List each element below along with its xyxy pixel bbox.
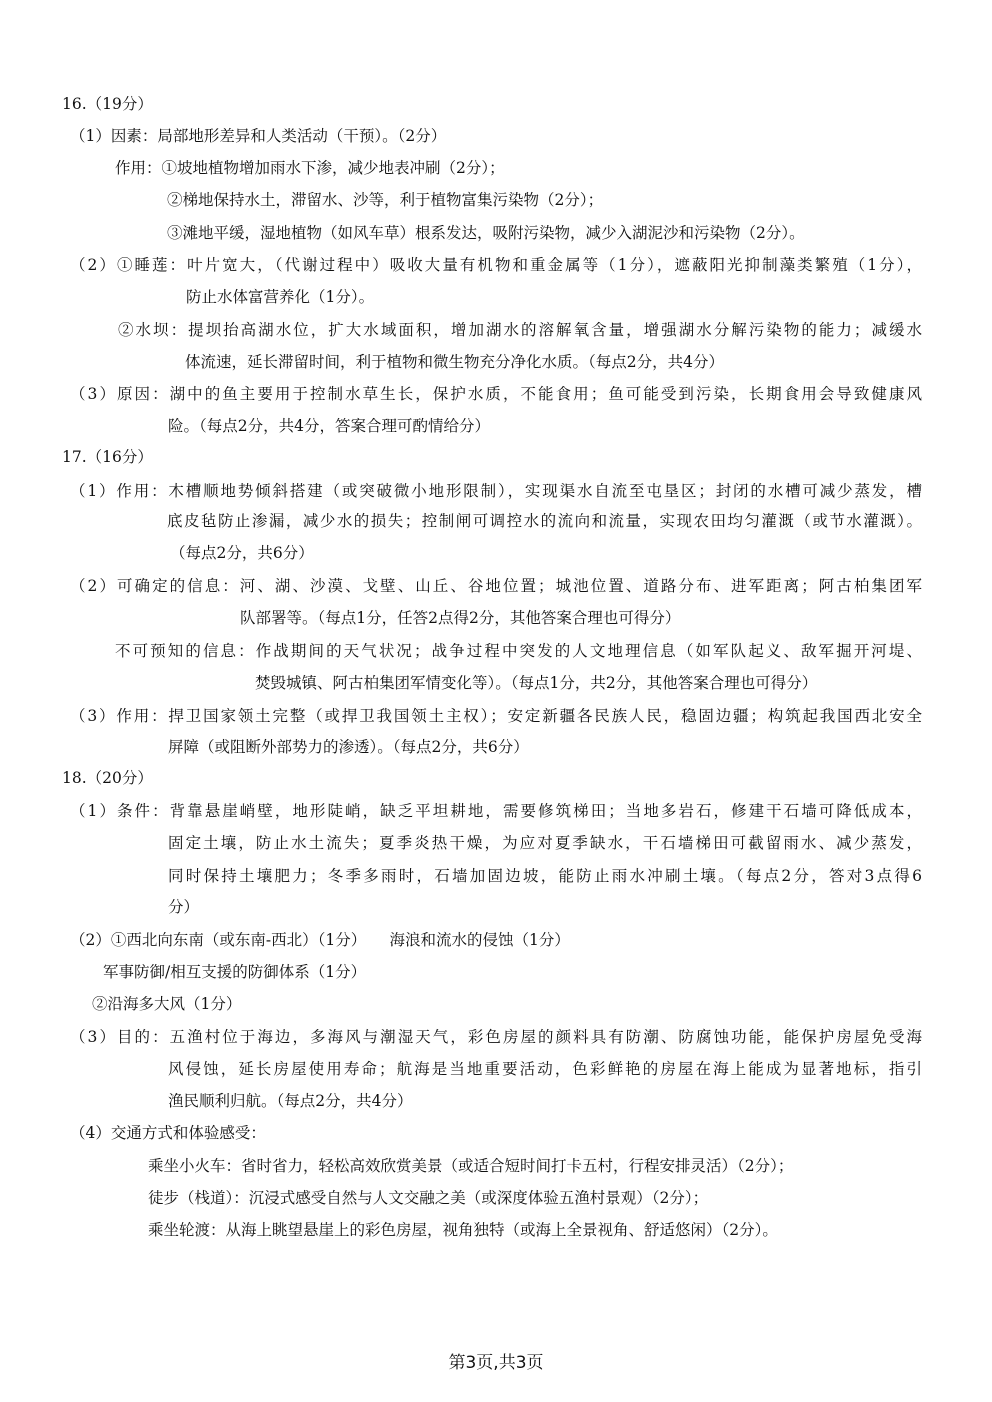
text-line: ②梯地保持水土，滞留水、沙等，利于植物富集污染物（2分）；	[167, 191, 604, 209]
text-line: 风侵蚀，延长房屋使用寿命；航海是当地重要活动，色彩鲜艳的房屋在海上能成为显著地标，指引	[168, 1060, 922, 1078]
text-line: 防止水体富营养化（1分）。	[186, 288, 375, 306]
text-line: ②沿海多大风（1分）	[92, 995, 242, 1013]
text-line: 17.（16分）	[62, 448, 153, 466]
text-line: 作用：①坡地植物增加雨水下渗，减少地表冲刷（2分）；	[115, 159, 505, 177]
text-line: （3）作用：捍卫国家领土完整（或捍卫我国领土主权）；安定新疆各民族人民，稳固边疆；构筑起我国西北安全	[70, 707, 922, 725]
text-line: 底皮毡防止渗漏，减少水的损失；控制闸可调控水的流向和流量，实现农田均匀灌溉（或节水灌溉）。	[167, 512, 922, 530]
text-line: （1）因素：局部地形差异和人类活动（干预）。（2分）	[70, 127, 447, 145]
text-line: 队部署等。（每点1分，任答2点得2分，其他答案合理也可得分）	[240, 609, 681, 627]
page-number: 第3页,共3页	[448, 1353, 544, 1373]
text-line: 16.（19分）	[62, 95, 153, 113]
text-line: 徒步（栈道）：沉浸式感受自然与人文交融之美（或深度体验五渔村景观）（2分）；	[148, 1189, 709, 1207]
text-line: 军事防御/相互支援的防御体系（1分）	[103, 963, 367, 981]
text-line: ③滩地平缓，湿地植物（如风车草）根系发达，吸附污染物，减少入湖泥沙和污染物（2分）。	[167, 224, 805, 242]
text-line: （3）目的：五渔村位于海边，多海风与潮湿天气，彩色房屋的颜料具有防潮、防腐蚀功能，能保护房屋免受海	[70, 1028, 922, 1046]
text-line: 焚毁城镇、阿古柏集团军情变化等）。（每点1分，共2分，其他答案合理也可得分）	[255, 674, 818, 692]
text-line: （2）①西北向东南（或东南-西北）（1分） 海浪和流水的侵蚀（1分）	[70, 931, 570, 949]
text-line: 乘坐轮渡：从海上眺望悬崖上的彩色房屋，视角独特（或海上全景视角、舒适悠闲）（2分）。	[148, 1221, 778, 1239]
text-line: 不可预知的信息：作战期间的天气状况；战争过程中突发的人文地理信息（如军队起义、敌军掘开河堤、	[115, 642, 922, 660]
text-line: 分）	[168, 898, 200, 916]
text-line: （每点2分，共6分）	[170, 544, 314, 562]
text-line: （4）交通方式和体验感受：	[70, 1124, 266, 1142]
text-line: （2）①睡莲：叶片宽大，（代谢过程中）吸收大量有机物和重金属等（1分），遮蔽阳光抑制藻类繁殖（1分），	[70, 256, 922, 274]
text-line: 屏障（或阻断外部势力的渗透）。（每点2分，共6分）	[168, 738, 529, 756]
text-line: ②水坝：提坝抬高湖水位，扩大水域面积，增加湖水的溶解氧含量，增强湖水分解污染物的能力；减缓水	[118, 321, 922, 339]
text-line: 同时保持土壤肥力；冬季多雨时，石墙加固边坡，能防止雨水冲刷土壤。（每点2分，答对3点得6	[168, 867, 922, 885]
text-line: 18.（20分）	[62, 769, 153, 787]
text-line: （2）可确定的信息：河、湖、沙漠、戈壁、山丘、谷地位置；城池位置、道路分布、进军距离；阿古柏集团军	[70, 577, 922, 595]
text-line: 乘坐小火车：省时省力，轻松高效欣赏美景（或适合短时间打卡五村，行程安排灵活）（2分）；	[148, 1157, 794, 1175]
text-line: （1）条件：背靠悬崖峭壁，地形陡峭，缺乏平坦耕地，需要修筑梯田；当地多岩石，修建干石墙可降低成本，	[70, 802, 922, 820]
text-line: 渔民顺利归航。（每点2分，共4分）	[168, 1092, 413, 1110]
text-line: 险。（每点2分，共4分，答案合理可酌情给分）	[168, 417, 490, 435]
text-line: （3）原因：湖中的鱼主要用于控制水草生长，保护水质，不能食用；鱼可能受到污染，长期食用会导致健康风	[70, 385, 922, 403]
text-line: 固定土壤，防止水土流失；夏季炎热干燥，为应对夏季缺水，干石墙梯田可截留雨水、减少蒸发，	[168, 834, 922, 852]
text-line: （1）作用：木槽顺地势倾斜搭建（或突破微小地形限制），实现渠水自流至屯垦区；封闭的水槽可减少蒸发，槽	[70, 482, 922, 500]
text-line: 体流速，延长滞留时间，利于植物和微生物充分净化水质。（每点2分，共4分）	[185, 353, 724, 371]
